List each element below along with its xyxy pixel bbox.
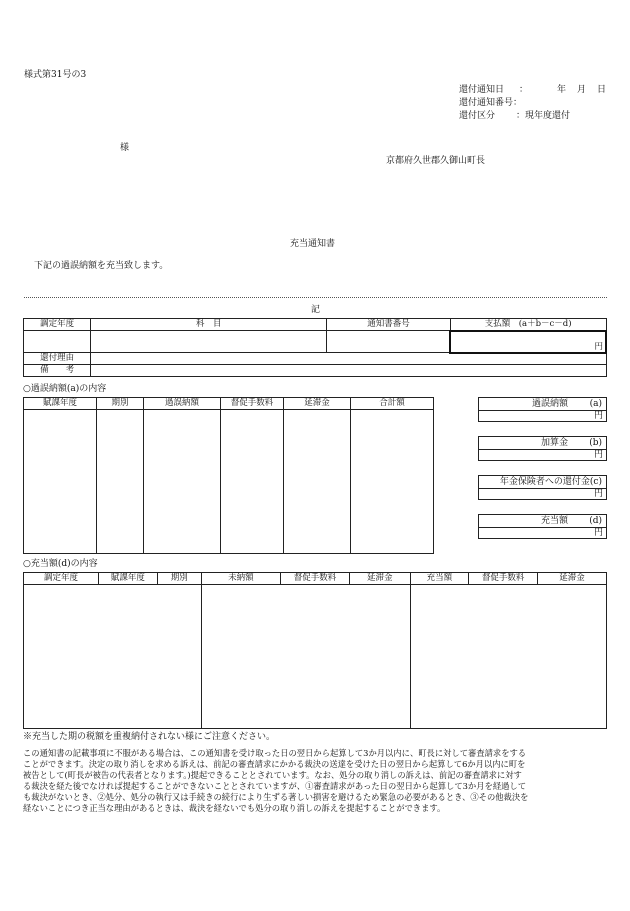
- summary-table: [23, 318, 607, 377]
- overpaid-cell: [284, 410, 351, 554]
- note-line: 被告として(町長が被告の代表者となります。)提起できることとされています。なお、処分の取り消しの訴えは、前記の審査請求に対す: [23, 770, 522, 780]
- side-box-overpaid: [478, 397, 607, 422]
- overpaid-col-4: 延滞金: [284, 398, 351, 410]
- note-line: この通知書の記載事項に不服がある場合は、この通知書を受け取った日の翌日から起算して3か月以内に、町長に対して審査請求をする: [23, 748, 527, 758]
- applied-col-1: 賦課年度: [99, 573, 158, 585]
- note-line: ことができます。決定の取り消しを求める訴えは、前記の審査請求にかかる裁決の送達を受けた日の翌日から起算して6か月以内に町を: [23, 759, 526, 769]
- side-box-unit: 円: [478, 489, 607, 500]
- overpaid-col-2: 過誤納額: [144, 398, 221, 410]
- overpaid-cell: [97, 410, 144, 554]
- applied-cell-unpaid: [201, 585, 410, 729]
- applied-col-4: 督促手数料: [281, 573, 350, 585]
- notice-date-label: 還付通知日: [459, 85, 505, 95]
- col-payment: 支払額 (a＋b－c－d): [450, 319, 606, 331]
- side-box-code: (b): [589, 438, 602, 448]
- category-label: 還付区分: [459, 111, 496, 121]
- overpaid-heading: ○過誤納額(a)の内容: [23, 384, 107, 394]
- ki-marker: 記: [311, 305, 321, 315]
- applied-col-2: 期別: [157, 573, 201, 585]
- overpaid-col-5: 合計額: [351, 398, 434, 410]
- row-reason-value: [91, 353, 606, 365]
- cell-payment: [450, 331, 606, 353]
- applied-col-0: 調定年度: [24, 573, 99, 585]
- applied-heading: ○充当額(d)の内容: [23, 559, 98, 569]
- issuer: 京都府久世郡久御山町長: [386, 156, 486, 166]
- side-box-label: 充当額: [540, 516, 568, 526]
- applied-cell-applied: [410, 585, 606, 729]
- form-number: 様式第31号の3: [24, 70, 87, 80]
- side-box-label: 加算金: [540, 438, 568, 448]
- notice-number-label: 還付通知番号：: [459, 98, 523, 108]
- col-notice-no: 通知書番号: [327, 319, 451, 331]
- overpaid-cell: [24, 410, 97, 554]
- overpaid-col-1: 期別: [97, 398, 144, 410]
- applied-col-8: 延滞金: [538, 573, 607, 585]
- applied-table: [23, 572, 607, 729]
- addressee-suffix: 様: [120, 143, 130, 153]
- side-box-addition: [478, 436, 607, 461]
- side-box-applied: [478, 514, 607, 539]
- notes-block: [23, 748, 528, 814]
- row-remarks-value: [91, 365, 606, 377]
- payment-unit: 円: [594, 342, 603, 352]
- dotted-divider: [24, 297, 607, 298]
- applied-col-7: 督促手数料: [469, 573, 538, 585]
- note-line: る裁決を経た後でなければ提起することができないこととされていますが、①審査請求があった日の翌日から起算して3か月を経過して: [23, 781, 527, 791]
- notice-date-year: 年: [557, 85, 567, 95]
- cell-year: [24, 331, 91, 353]
- applied-col-5: 延滞金: [349, 573, 410, 585]
- overpaid-table: [23, 397, 434, 554]
- side-box-unit: 円: [478, 450, 607, 461]
- note-line: 経ないことにつき正当な理由があるときは、裁決を経ないでも処分の取り消しの訴えを提起することができます。: [23, 803, 446, 813]
- side-box-label: 過誤納額: [531, 399, 568, 409]
- overpaid-cell: [221, 410, 284, 554]
- notice-date-month: 月: [577, 85, 587, 95]
- note-line: も裁決がないとき、②処分、処分の執行又は手続きの続行により生ずる著しい損害を避けるため緊急の必要があるとき、③その他裁決を: [23, 792, 529, 802]
- overpaid-col-0: 賦課年度: [24, 398, 97, 410]
- col-year: 調定年度: [24, 319, 91, 331]
- overpaid-cell: [144, 410, 221, 554]
- side-box-pension: [478, 475, 607, 500]
- notice-date-sep: ：: [519, 85, 529, 95]
- cell-subject: [91, 331, 327, 353]
- applied-col-3: 未納額: [201, 573, 280, 585]
- document-title: 充当通知書: [290, 239, 336, 249]
- side-box-unit: 円: [478, 411, 607, 422]
- applied-cell-period: [24, 585, 202, 729]
- intro-text: 下記の過誤納額を充当致します。: [34, 261, 169, 271]
- overpaid-cell: [351, 410, 434, 554]
- overpaid-col-3: 督促手数料: [221, 398, 284, 410]
- row-reason-label: 還付理由: [24, 353, 91, 365]
- col-subject: 科 目: [91, 319, 327, 331]
- cell-notice-no: [327, 331, 451, 353]
- row-remarks-label: 備 考: [24, 365, 91, 377]
- applied-col-6: 充当額: [410, 573, 469, 585]
- side-box-code: (d): [589, 516, 602, 526]
- caution-text: ※充当した期の税額を重複納付されない様にご注意ください。: [23, 732, 276, 742]
- category-value: ：現年度還付: [516, 111, 571, 121]
- side-box-code: (a): [589, 399, 602, 409]
- notice-date-day: 日: [597, 85, 607, 95]
- side-box-unit: 円: [478, 528, 607, 539]
- side-box-label: 年金保険者への還付金(c): [499, 477, 602, 487]
